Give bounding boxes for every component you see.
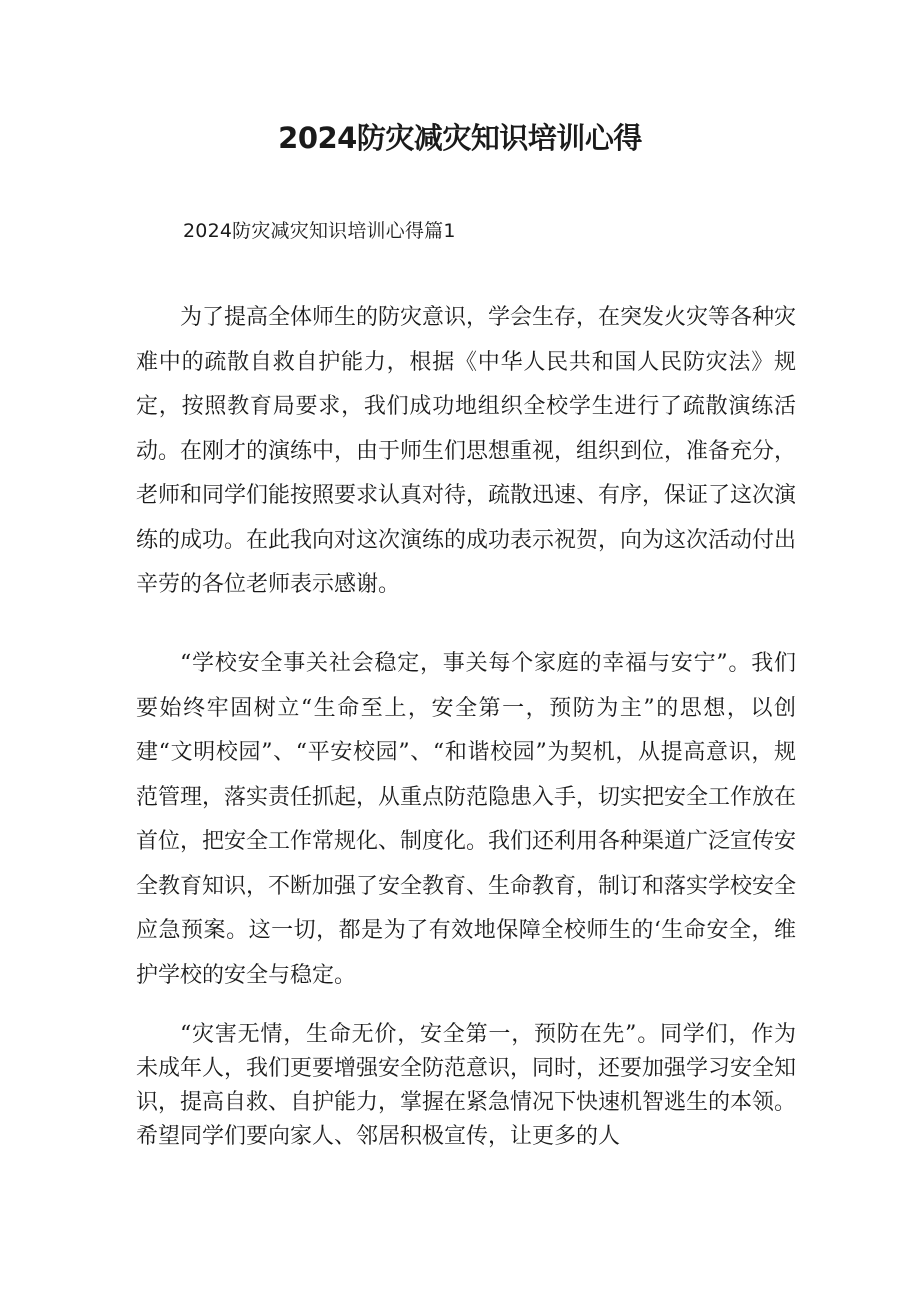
paragraph-3: “灾害无情，生命无价，安全第一，预防在先”。同学们，作为未成年人，我们更要增强安全防范意识，同时，还要加强学习安全知识，提高自救、自护能力，掌握在紧急情况下快速机智逃生的本领。希望同学们要向家人、邻居积极宣传，让更多的人 [136, 1022, 797, 1149]
paragraph-1: 为了提高全体师生的防灾意识，学会生存，在突发火灾等各种灾难中的疏散自救自护能力，根据《中华人民共和国人民防灾法》规定，按照教育局要求，我们成功地组织全校学生进行了疏散演练活动。在刚才的演练中，由于师生们思想重视，组织到位，准备充分，老师和同学们能按照要求认真对待，疏散迅速、有序，保证了这次演练的成功。在此我向对这次演练的成功表示祝贺，向为这次活动付出辛劳的各位老师表示感谢。 [136, 305, 797, 597]
section-heading: 2024防灾减灾知识培训心得篇1 [183, 220, 456, 242]
document-title: 2024防灾减灾知识培训心得 [278, 121, 642, 155]
paragraph-2: “学校安全事关社会稳定，事关每个家庭的幸福与安宁”。我们要始终牢固树立“生命至上，安全第一，预防为主”的思想，以创建“文明校园”、“平安校园”、“和谐校园”为契机，从提高意识，规范管理，落实责任抓起，从重点防范隐患入手，切实把安全工作放在首位，把安全工作常规化、制度化。我们还利用各种渠道广泛宣传安全教育知识，不断加强了安全教育、生命教育，制订和落实学校安全应急预案。这一切，都是为了有效地保障全校师生的‘生命安全，维护学校的安全与稳定。 [136, 651, 797, 988]
